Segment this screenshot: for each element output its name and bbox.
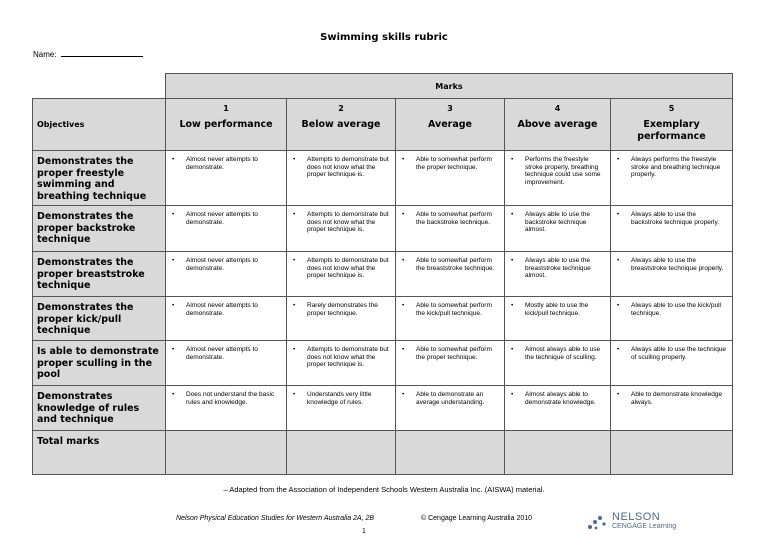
criteria-text: Always able to use the backstroke technique almost. bbox=[525, 211, 591, 233]
logo-word-nelson: NELSON bbox=[612, 511, 661, 523]
criteria-cell bbox=[287, 252, 396, 297]
total-cell bbox=[166, 431, 287, 475]
bullet: • bbox=[617, 346, 620, 353]
criteria-text: Always able to use the technique of sculling properly. bbox=[631, 346, 727, 361]
bullet: • bbox=[293, 257, 296, 264]
bullet: • bbox=[293, 346, 296, 353]
criteria-text: Performs the freestyle stroke properly, breathing technique could use some improvement. bbox=[525, 156, 601, 186]
logo-word-cengage: CENGAGE Learning bbox=[612, 523, 677, 530]
footer-book-title: Nelson Physical Education Studies for Western Australia 2A, 2B bbox=[176, 515, 375, 522]
criteria-cell bbox=[396, 386, 505, 431]
criteria-cell bbox=[287, 386, 396, 431]
criteria-cell bbox=[611, 341, 733, 386]
marks-header: Marks bbox=[166, 74, 733, 99]
criteria-cell bbox=[396, 206, 505, 252]
criteria-text: Able to somewhat perform the proper technique. bbox=[416, 156, 492, 171]
criteria-text: Able to somewhat perform the breaststroke technique. bbox=[416, 257, 495, 272]
criteria-cell bbox=[166, 341, 287, 386]
bullet: • bbox=[402, 346, 405, 353]
criteria-text: Attempts to demonstrate but does not know what the proper technique is. bbox=[307, 346, 389, 368]
criteria-cell bbox=[611, 252, 733, 297]
blank-corner-cell bbox=[33, 74, 166, 99]
level-label: Average bbox=[428, 119, 472, 130]
criteria-cell bbox=[166, 386, 287, 431]
table-row bbox=[33, 151, 733, 206]
bullet: • bbox=[172, 391, 175, 398]
criteria-text: Always able to use the backstroke technique properly. bbox=[631, 211, 720, 226]
table-row bbox=[33, 252, 733, 297]
level-number: 5 bbox=[668, 104, 675, 113]
level-header-4 bbox=[505, 99, 611, 151]
objective-cell: Demonstrates the proper backstroke technique bbox=[33, 206, 166, 252]
source-footnote: – Adapted from the Association of Independent Schools Western Australia Inc. (AISWA) material. bbox=[223, 485, 545, 494]
logo-dots-icon bbox=[586, 513, 608, 531]
criteria-cell bbox=[287, 206, 396, 252]
criteria-text: Always able to use the kick/pull technique. bbox=[631, 302, 721, 317]
bullet: • bbox=[402, 156, 405, 163]
page-number: 1 bbox=[362, 528, 366, 535]
total-cell bbox=[505, 431, 611, 475]
criteria-text: Able to demonstrate knowledge always. bbox=[631, 391, 723, 406]
criteria-cell bbox=[396, 297, 505, 341]
bullet: • bbox=[511, 302, 514, 309]
table-row bbox=[33, 206, 733, 252]
level-header-2 bbox=[287, 99, 396, 151]
bullet: • bbox=[402, 391, 405, 398]
bullet: • bbox=[617, 302, 620, 309]
total-cell bbox=[287, 431, 396, 475]
level-number: 2 bbox=[338, 104, 344, 113]
level-label: Below average bbox=[301, 119, 381, 130]
total-cell bbox=[611, 431, 733, 475]
name-label: Name: bbox=[33, 50, 57, 59]
criteria-text: Attempts to demonstrate but does not know what the proper technique is. bbox=[307, 211, 389, 233]
criteria-cell bbox=[611, 206, 733, 252]
criteria-cell bbox=[166, 206, 287, 252]
criteria-text: Attempts to demonstrate but does not know what the proper technique is. bbox=[307, 156, 389, 178]
bullet: • bbox=[172, 346, 175, 353]
objective-cell: Demonstrates knowledge of rules and technique bbox=[33, 386, 166, 431]
criteria-cell bbox=[505, 386, 611, 431]
bullet: • bbox=[402, 257, 405, 264]
criteria-cell bbox=[287, 341, 396, 386]
criteria-text: Always able to use the breaststroke technique almost. bbox=[525, 257, 591, 279]
level-label: Low performance bbox=[179, 119, 273, 130]
objective-cell: Is able to demonstrate proper sculling in the pool bbox=[33, 341, 166, 386]
criteria-text: Almost never attempts to demonstrate. bbox=[186, 257, 258, 272]
footer-copyright: © Cengage Learning Australia 2010 bbox=[421, 515, 533, 522]
criteria-text: Able to somewhat perform the proper technique. bbox=[416, 346, 492, 361]
criteria-text: Almost never attempts to demonstrate. bbox=[186, 302, 258, 317]
bullet: • bbox=[293, 211, 296, 218]
criteria-text: Able to somewhat perform the backstroke technique. bbox=[416, 211, 492, 226]
bullet: • bbox=[617, 156, 620, 163]
level-number: 4 bbox=[554, 104, 561, 113]
bullet: • bbox=[511, 346, 514, 353]
bullet: • bbox=[402, 302, 405, 309]
bullet: • bbox=[172, 211, 175, 218]
criteria-cell bbox=[505, 151, 611, 206]
bullet: • bbox=[172, 156, 175, 163]
criteria-text: Attempts to demonstrate but does not know what the proper technique is. bbox=[307, 257, 389, 279]
criteria-cell bbox=[287, 151, 396, 206]
level-header-1 bbox=[166, 99, 287, 151]
criteria-cell bbox=[505, 252, 611, 297]
total-marks-label: Total marks bbox=[33, 431, 166, 475]
nelson-cengage-logo bbox=[586, 512, 676, 531]
table-row bbox=[33, 341, 733, 386]
criteria-text: Almost never attempts to demonstrate. bbox=[186, 156, 258, 171]
bullet: • bbox=[402, 211, 405, 218]
table-row bbox=[33, 386, 733, 431]
objective-cell: Demonstrates the proper kick/pull technique bbox=[33, 297, 166, 341]
total-marks-row bbox=[33, 431, 733, 475]
criteria-cell bbox=[396, 341, 505, 386]
criteria-text: Able to demonstrate an average understanding. bbox=[416, 391, 485, 406]
bullet: • bbox=[293, 156, 296, 163]
criteria-cell bbox=[396, 252, 505, 297]
criteria-cell bbox=[166, 252, 287, 297]
bullet: • bbox=[511, 391, 514, 398]
criteria-text: Mostly able to use the kick/pull technique. bbox=[525, 302, 589, 317]
level-header-3 bbox=[396, 99, 505, 151]
criteria-cell bbox=[166, 297, 287, 341]
criteria-cell bbox=[396, 151, 505, 206]
criteria-cell bbox=[505, 341, 611, 386]
criteria-text: Able to somewhat perform the kick/pull technique. bbox=[416, 302, 492, 317]
bullet: • bbox=[617, 211, 620, 218]
bullet: • bbox=[511, 257, 514, 264]
criteria-cell bbox=[505, 206, 611, 252]
criteria-cell bbox=[611, 386, 733, 431]
objective-cell: Demonstrates the proper freestyle swimming and breathing technique bbox=[33, 151, 166, 206]
criteria-cell bbox=[505, 297, 611, 341]
criteria-text: Almost never attempts to demonstrate. bbox=[186, 346, 258, 361]
criteria-cell bbox=[611, 297, 733, 341]
bullet: • bbox=[293, 391, 296, 398]
name-field bbox=[33, 49, 143, 59]
bullet: • bbox=[617, 257, 620, 264]
level-number: 3 bbox=[447, 104, 453, 113]
criteria-cell bbox=[287, 297, 396, 341]
criteria-text: Always able to use the breaststroke technique properly. bbox=[631, 257, 724, 272]
level-header-5 bbox=[611, 99, 733, 151]
name-blank-line bbox=[61, 49, 143, 57]
criteria-text: Does not understand the basic rules and knowledge. bbox=[186, 391, 275, 406]
criteria-text: Almost always able to demonstrate knowledge. bbox=[525, 391, 596, 406]
bullet: • bbox=[293, 302, 296, 309]
criteria-cell bbox=[166, 151, 287, 206]
objective-cell: Demonstrates the proper breaststroke technique bbox=[33, 252, 166, 297]
table-row bbox=[33, 297, 733, 341]
criteria-text: Almost never attempts to demonstrate. bbox=[186, 211, 258, 226]
criteria-text: Always performs the freestyle stroke and breathing technique properly. bbox=[631, 156, 721, 178]
document-title: Swimming skills rubric bbox=[320, 32, 448, 43]
rubric-table bbox=[32, 73, 733, 475]
criteria-text: Almost always able to use the technique of sculling. bbox=[525, 346, 601, 361]
objectives-header: Objectives bbox=[33, 99, 166, 151]
bullet: • bbox=[172, 257, 175, 264]
level-label: Exemplary performance bbox=[637, 119, 706, 142]
bullet: • bbox=[511, 211, 514, 218]
bullet: • bbox=[511, 156, 514, 163]
criteria-cell bbox=[611, 151, 733, 206]
criteria-text: Rarely demonstrates the proper technique. bbox=[307, 302, 378, 317]
level-label: Above average bbox=[517, 119, 598, 130]
level-number: 1 bbox=[223, 104, 229, 113]
criteria-text: Understands very little knowledge of rules. bbox=[307, 391, 372, 406]
total-cell bbox=[396, 431, 505, 475]
bullet: • bbox=[172, 302, 175, 309]
bullet: • bbox=[617, 391, 620, 398]
